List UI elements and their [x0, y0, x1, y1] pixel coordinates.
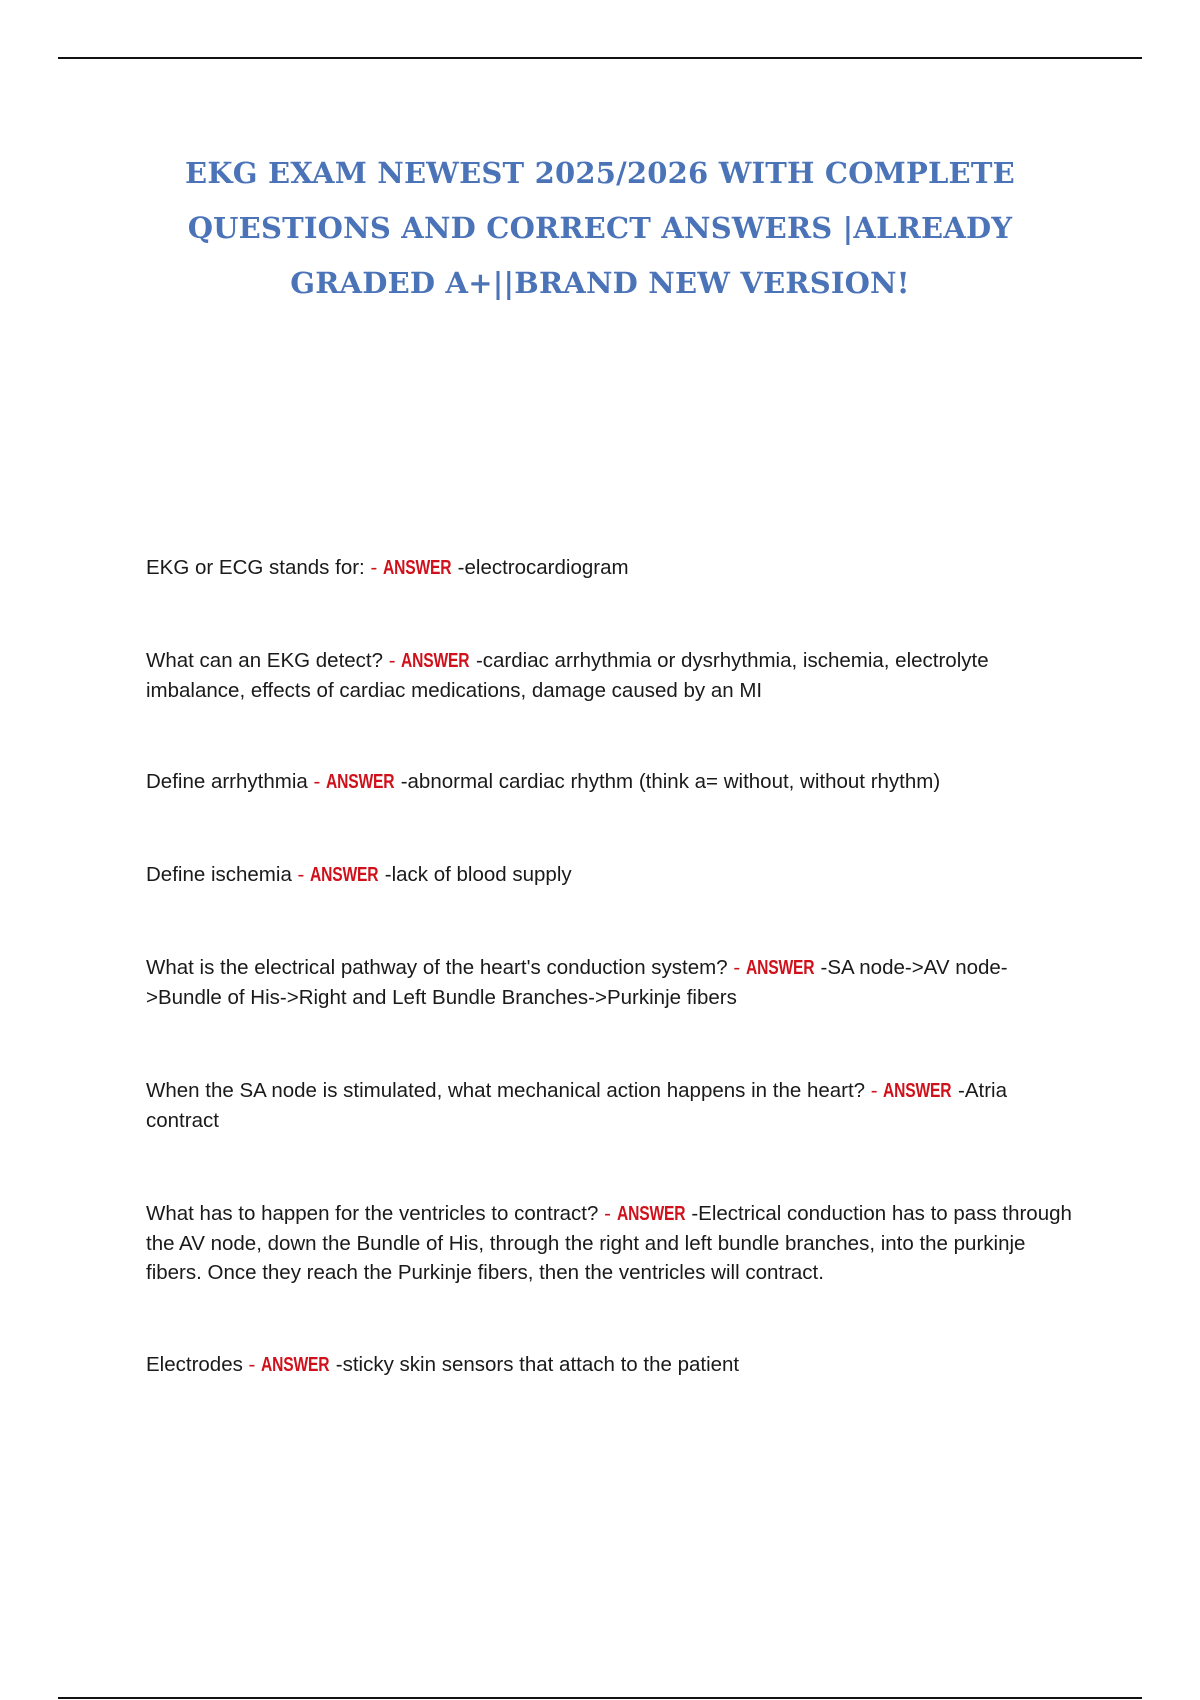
- answer-label: ANSWER: [883, 1080, 952, 1102]
- answer-text: -sticky skin sensors that attach to the patient: [335, 1353, 740, 1376]
- question-text: EKG or ECG stands for:: [146, 556, 365, 579]
- answer-text: -SA node->AV node->Bundle of His->Right and Left Bundle Branches->Purkinje fibers: [146, 956, 1008, 1009]
- answer-label: ANSWER: [261, 1354, 330, 1376]
- answer-separator: -: [383, 649, 402, 672]
- answer-label: ANSWER: [326, 771, 395, 793]
- qa-item: [146, 860, 1076, 890]
- question-text: What has to happen for the ventricles to contract?: [146, 1202, 599, 1225]
- footer-rule: [58, 1697, 1142, 1699]
- question-text: Electrodes: [146, 1353, 243, 1376]
- answer-text: -Atria contract: [146, 1079, 1007, 1132]
- qa-item: [146, 646, 1076, 705]
- question-text: What is the electrical pathway of the heart's conduction system?: [146, 956, 728, 979]
- qa-item: [146, 767, 1076, 797]
- question-text: What can an EKG detect?: [146, 649, 384, 672]
- document-title: EKG EXAM NEWEST 2025/2026 WITH COMPLETE QUESTIONS AND CORRECT ANSWERS |ALREADY GRADED A+||BRAND NEW VERSION!: [185, 156, 1015, 300]
- answer-separator: -: [727, 956, 746, 979]
- answer-separator: -: [242, 1353, 262, 1376]
- answer-label: ANSWER: [401, 650, 470, 672]
- header-rule: [58, 57, 1142, 59]
- qa-item: [146, 553, 1076, 583]
- answer-label: ANSWER: [616, 1203, 686, 1225]
- answer-text: -cardiac arrhythmia or dysrhythmia, ischemia, electrolyte imbalance, effects of cardiac medications, damage caused by an MI: [146, 649, 989, 702]
- answer-separator: -: [598, 1202, 617, 1225]
- question-text: Define arrhythmia: [146, 770, 308, 793]
- answer-text: -abnormal cardiac rhythm (think a= without, without rhythm): [400, 770, 941, 793]
- answer-text: -lack of blood supply: [384, 863, 572, 886]
- question-text: Define ischemia: [146, 863, 292, 886]
- answer-separator: -: [364, 556, 383, 579]
- answer-separator: -: [865, 1079, 884, 1102]
- answer-label: ANSWER: [310, 864, 379, 886]
- answer-text: -electrocardiogram: [457, 556, 629, 579]
- answer-label: ANSWER: [745, 957, 815, 979]
- qa-item: [146, 1350, 1076, 1380]
- answer-text: -Electrical conduction has to pass through the AV node, down the Bundle of His, through the right and left bundle branches, into the purkinje fibers. Once they reach the Purkinje fibers, then the ventricles will contract.: [146, 1202, 1072, 1284]
- qa-item: [146, 1076, 1076, 1135]
- question-text: When the SA node is stimulated, what mechanical action happens in the heart?: [146, 1079, 866, 1102]
- qa-item: [146, 953, 1076, 1012]
- answer-label: ANSWER: [382, 557, 452, 579]
- answer-separator: -: [307, 770, 327, 793]
- answer-separator: -: [291, 863, 311, 886]
- qa-item: [146, 1199, 1076, 1287]
